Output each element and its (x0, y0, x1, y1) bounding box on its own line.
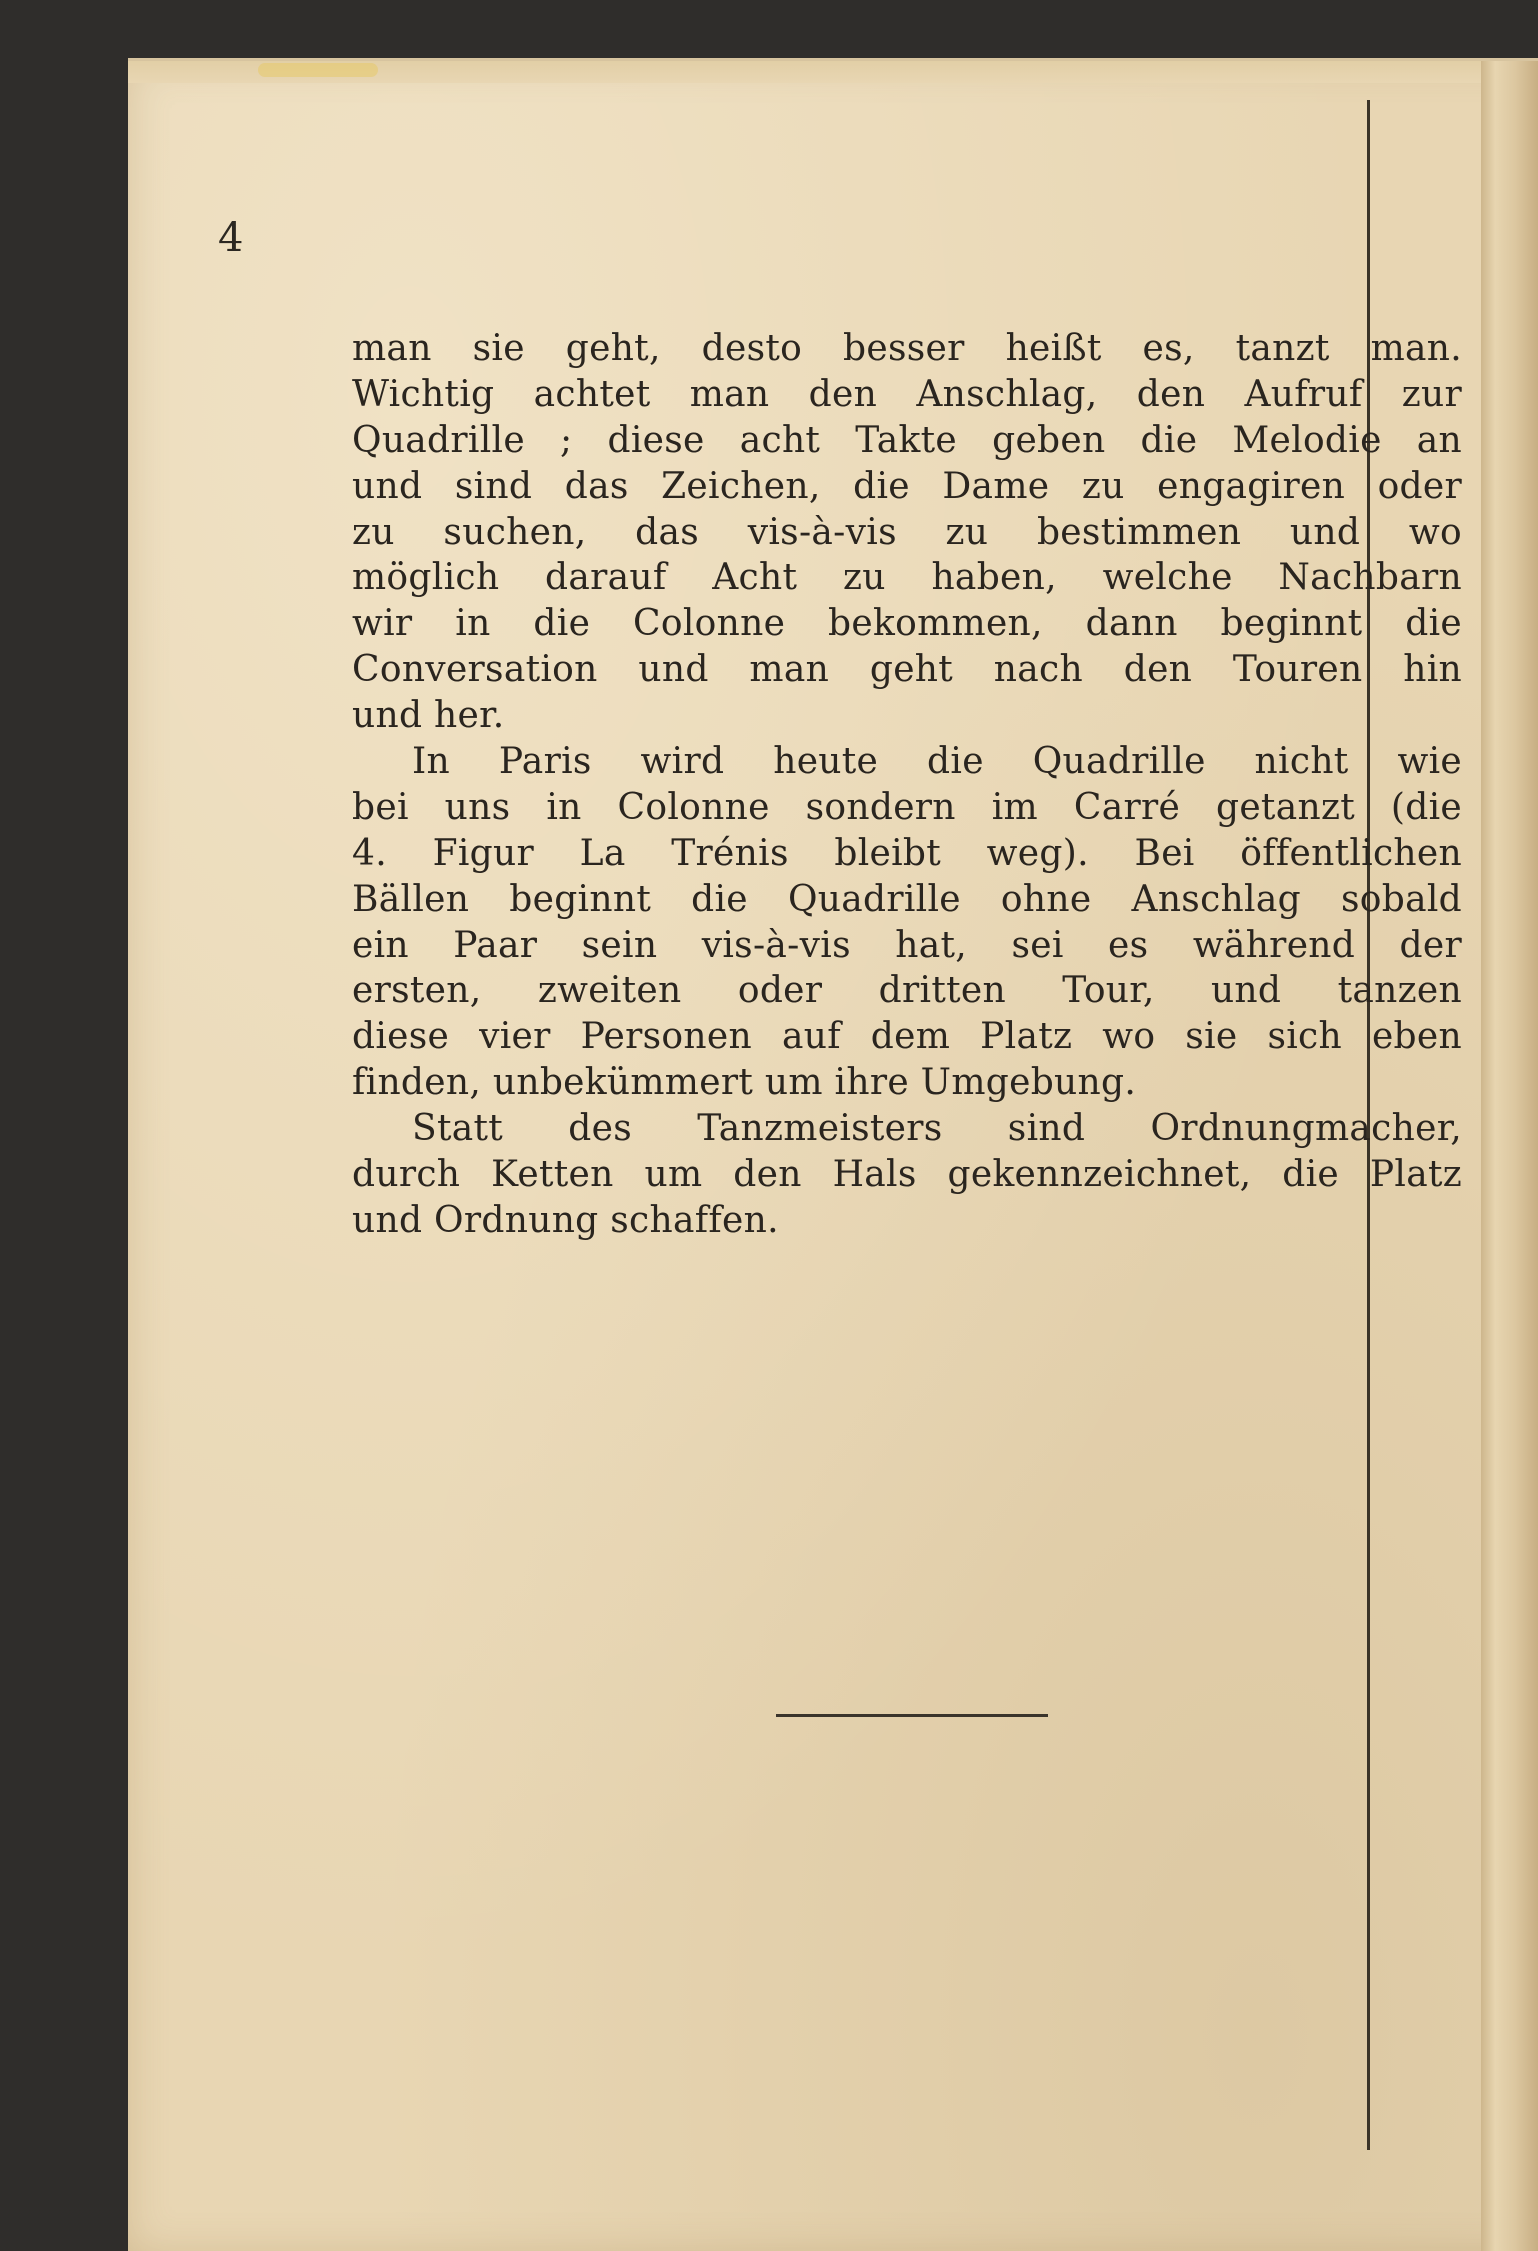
text-line: In Paris wird heute die Quadrille nicht wie (412, 741, 1462, 783)
paper-stain (258, 63, 378, 77)
text-line: diese vier Personen auf dem Platz wo sie sich eben (352, 1016, 1462, 1058)
text-line: und Ordnung schaffen. (352, 1199, 779, 1241)
body-text (352, 326, 1462, 1244)
page-number: 4 (218, 215, 244, 261)
section-divider-rule (776, 1714, 1048, 1717)
text-line: und sind das Zeichen, die Dame zu engagiren oder (352, 465, 1462, 507)
text-line: wir in die Colonne bekommen, dann beginnt die (352, 603, 1462, 645)
text-line: Bällen beginnt die Quadrille ohne Anschlag sobald (352, 878, 1462, 920)
text-line: 4. Figur La Trénis bleibt weg). Bei öffentlichen (352, 832, 1462, 874)
text-line: und her. (352, 695, 505, 737)
text-line: man sie geht, desto besser heißt es, tanzt man. (352, 328, 1462, 369)
text-line: ein Paar sein vis-à-vis hat, sei es während der (352, 924, 1462, 966)
text-line: zu suchen, das vis-à-vis zu bestimmen und wo (352, 511, 1462, 553)
text-line: durch Ketten um den Hals gekennzeichnet, die Platz (352, 1154, 1462, 1196)
text-line: ersten, zweiten oder dritten Tour, und tanzen (352, 970, 1462, 1012)
text-line: Quadrille ; diese acht Takte geben die Melodie an (352, 419, 1462, 461)
text-line: möglich darauf Acht zu haben, welche Nachbarn (352, 557, 1462, 599)
text-line: Wichtig achtet man den Anschlag, den Aufruf zur (352, 373, 1462, 415)
text-line: finden, unbekümmert um ihre Umgebung. (352, 1062, 1137, 1104)
text-line: Statt des Tanzmeisters sind Ordnungmacher, (412, 1108, 1462, 1150)
text-line: Conversation und man geht nach den Touren hin (352, 649, 1462, 691)
text-line: bei uns in Colonne sondern im Carré getanzt (die (352, 786, 1462, 828)
book-spine (1481, 61, 1538, 2251)
